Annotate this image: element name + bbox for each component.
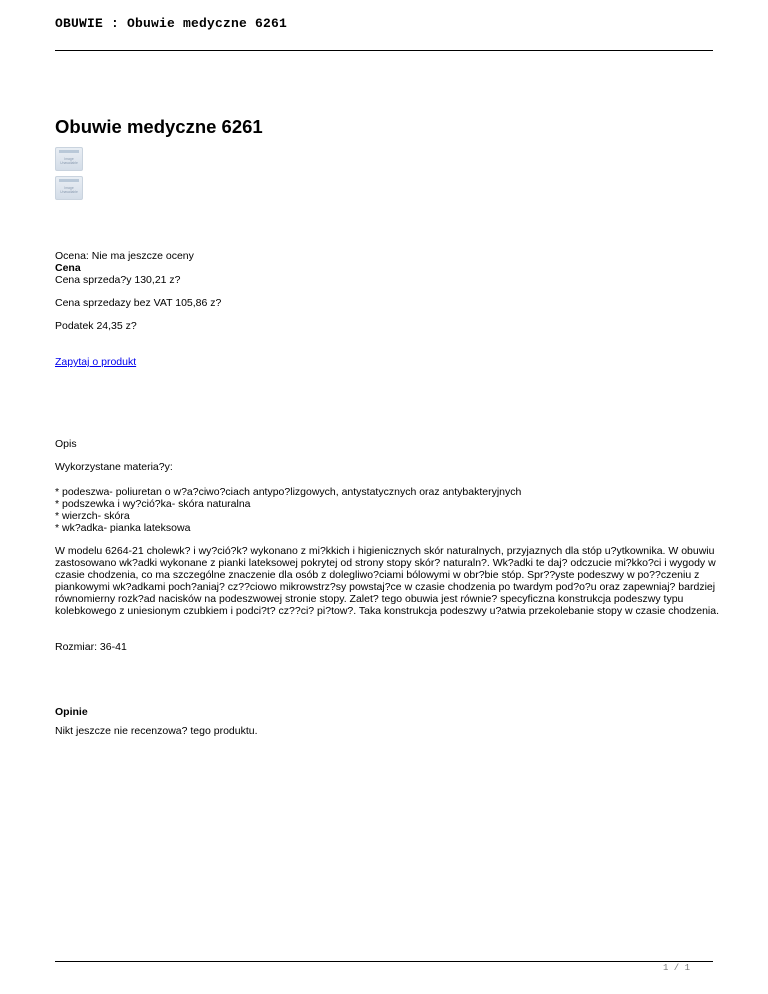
price-label: Cena	[55, 262, 81, 274]
materials-list-item: * wk?adka- pianka lateksowa	[55, 522, 191, 534]
materials-list-item: * podeszwa- poliuretan o w?a?ciwo?ciach antypo?lizgowych, antystatycznych oraz antybakteryjnych	[55, 486, 522, 498]
document-header: OBUWIE : Obuwie medyczne 6261	[55, 16, 288, 31]
ask-about-product-link[interactable]: Zapytaj o produkt	[55, 356, 137, 368]
description-body-line: kolebkowego z uniesionym czubkiem i podci?t? cz??ci? pi?tow?. Taka konstrukcja podeszwy u?atwia przekolebanie stopy w czasie chodzenia.	[55, 605, 720, 617]
description-body-line: zastosowano wk?adki wykonane z pianki lateksowej pokrytej od strony stopy skór? naturaln?. Wk?adki te daj? odczucie mi?kko?ci i wygody w	[55, 557, 716, 569]
net-price: Cena sprzedazy bez VAT 105,86 z?	[55, 297, 222, 309]
reviews-heading: Opinie	[55, 706, 88, 718]
placeholder-text-line1: Image	[64, 157, 74, 161]
placeholder-bar	[59, 179, 79, 182]
placeholder-text-line2: Unavailable	[60, 161, 78, 165]
footer-divider	[55, 961, 713, 962]
placeholder-bar	[59, 150, 79, 153]
materials-label: Wykorzystane materia?y:	[55, 461, 173, 473]
description-body-line: W modelu 6264-21 cholewk? i wy?ció?k? wykonano z mi?kkich i higienicznych skór naturalnych, przyjaznych dla stóp u?ytkownika. W obuwiu	[55, 545, 715, 557]
gross-price: Cena sprzeda?y 130,21 z?	[55, 274, 181, 286]
description-body-line: czasie chodzenia, co ma szczególne znaczenie dla osób z dolegliwo?ciami bólowymi w obr?bie stóp. Spr??yste podeszwy w po??czeniu z	[55, 569, 700, 581]
tax-amount: Podatek 24,35 z?	[55, 320, 137, 332]
product-image-placeholder[interactable]	[55, 147, 83, 171]
size-range: Rozmiar: 36-41	[55, 641, 127, 653]
page-number: 1 / 1	[663, 963, 691, 973]
description-body-line: piankowymi wk?adkami poch?aniaj? cz??ciowo mikrowstrz?sy powstaj?ce w czasie chodzenia po twardym pod?o?u oraz zapewniaj? bardziej	[55, 581, 716, 593]
materials-list-item: * wierzch- skóra	[55, 510, 130, 522]
description-heading: Opis	[55, 438, 77, 450]
page-title: Obuwie medyczne 6261	[55, 116, 263, 137]
reviews-empty-text: Nikt jeszcze nie recenzowa? tego produktu.	[55, 725, 258, 737]
placeholder-text-line2: Unavailable	[60, 190, 78, 194]
product-image-placeholder[interactable]	[55, 176, 83, 200]
rating-text: Ocena: Nie ma jeszcze oceny	[55, 250, 194, 262]
description-body-line: równomierny rozk?ad nacisków na podeszwowej stronie stopy. Zalet? tego obuwia jest równie? specyficzna konstrukcja podeszwy typu	[55, 593, 684, 605]
materials-list-item: * podszewka i wy?ció?ka- skóra naturalna	[55, 498, 251, 510]
placeholder-text-line1: Image	[64, 186, 74, 190]
header-divider	[55, 50, 713, 51]
